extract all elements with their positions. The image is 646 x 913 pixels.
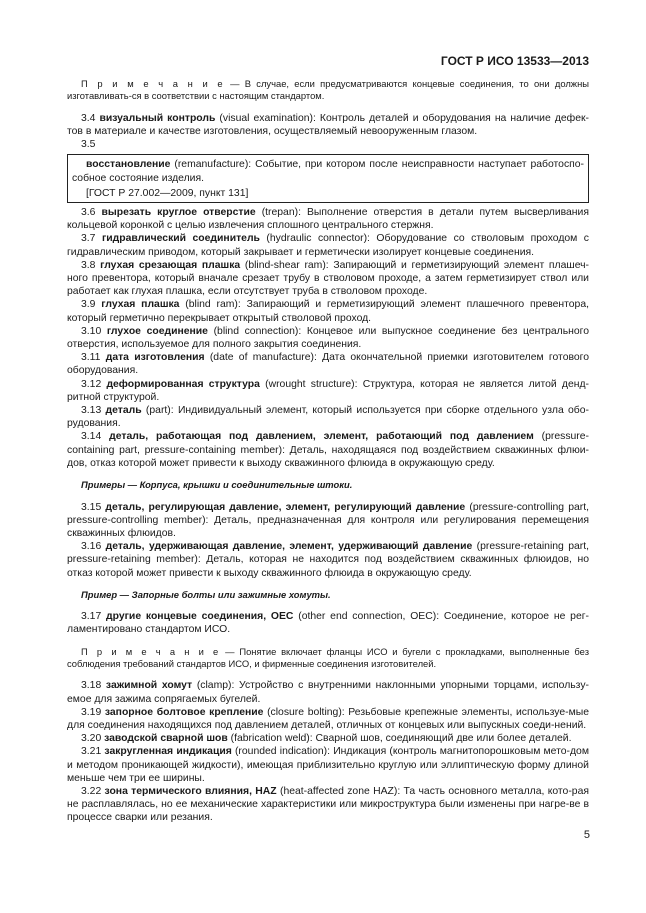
document-body	[67, 78, 589, 825]
term-number: 3.14	[81, 431, 110, 443]
example-text: Корпуса, крышки и соединительные штоки.	[137, 479, 353, 491]
term-3-20	[67, 732, 589, 745]
term-definition: (trepan): Выполнение отверстия в детали путем высверливания кольцевой коронкой с целью извлечения сплошного центрального стержня.	[67, 207, 589, 232]
term-number: 3.19	[81, 706, 105, 718]
term-number: 3.13	[81, 405, 106, 417]
term-3-16	[67, 540, 589, 580]
term-definition: (pressure-retaining part, pressure-retaining member): Деталь, которая не находится под воздействием скважинных флюидов, но отказ которой может привести к выходу скважинного флюида в окружающую среду.	[67, 541, 589, 579]
term-title: зажимной хомут	[105, 680, 193, 692]
term-number: 3.22	[81, 785, 105, 797]
term-definition: (blind-shear ram): Запирающий и герметизирующий элемент плашеч-ного превентора, который вначале срезает трубу в стволовом проходе, а затем герметизирует ствол или работает как глухая плашка, если отсутствует труба в стволовом проходе.	[67, 259, 589, 298]
term-title: глухая срезающая плашка	[100, 259, 241, 271]
term-3-14	[67, 430, 589, 470]
term-number: 3.18	[81, 680, 106, 692]
term-title: другие концевые соединения, OEC	[106, 611, 294, 623]
term-number: 3.4	[81, 112, 100, 124]
term-title: деталь	[105, 405, 142, 417]
term-number: 3.17	[81, 611, 107, 623]
term-title: визуальный контроль	[99, 112, 216, 124]
term-definition: (heat-affected zone HAZ): Та часть основного металла, кото-рая не расплавлялась, но ее механические характеристики или микроструктура были изменены при нагре-ве в процессе сварки или резания.	[67, 785, 589, 824]
term-definition: (blind connection): Концевое или выпускное соединение без центрального отверстия, используемое для полного закрытия соединения.	[67, 325, 589, 351]
document-header: ГОСТ Р ИСО 13533—2013	[440, 54, 589, 68]
term-title: запорное болтовое крепление	[104, 706, 264, 718]
term-definition: (rounded indication): Индикация (контроль магнитопорошковым мето-дом и методом проникающей жидкости), имеющая приблизительно круглую или эллиптическую форму длиной меньше чем три ее ширины.	[67, 746, 589, 784]
term-3-19	[67, 706, 589, 732]
term-title: глухое соединение	[106, 325, 208, 337]
term-definition: (pressure-containing part, pressure-containing member): Деталь, находящаяся под воздействием скважинных флюи-дов, отказ которой может привести к выходу скважинного флюида в окружающую среду.	[67, 431, 589, 469]
term-number: 3.16	[81, 541, 106, 553]
term-number: 3.8	[81, 259, 101, 271]
term-definition: (remanufacture): Событие, при котором после неисправности наступает работоспо-собное состояние изделия.	[72, 159, 584, 184]
note-paragraph	[67, 646, 589, 671]
term-title: закругленная индикация	[104, 746, 232, 758]
term-definition: (part): Индивидуальный элемент, который используется при сборке отдельного узла обо-рудования.	[67, 405, 589, 430]
note-text: — Понятие включает фланцы ИСО и бугели с прокладками, выполненные без соблюдения требований стандартов ИСО, и фирменные соединения изготовителей.	[67, 645, 589, 669]
term-number: 3.5	[81, 139, 96, 151]
term-title: вырезать круглое отверстие	[101, 207, 256, 219]
term-definition: (closure bolting): Резьбовые крепежные элементы, используе-мые для соединения находящихся под давлением деталей, отличных от концевых или выпускных соеди-нений.	[67, 706, 589, 731]
term-title: деталь, работающая под давлением, элемент, работающий под давлением	[109, 431, 534, 443]
term-title: деталь, удерживающая давление, элемент, удерживающий давление	[105, 541, 473, 553]
page-number: 5	[583, 829, 590, 841]
example-label: Пример —	[81, 588, 130, 600]
boxed-term	[72, 158, 584, 184]
term-3-9	[67, 298, 589, 324]
note-text: — В случае, если предусматриваются концевые соединения, то они должны изготавливать-ся в соответствии с настоящим стандартом.	[67, 78, 589, 102]
example-label: Примеры —	[81, 479, 138, 491]
quoted-definition-box	[67, 154, 589, 203]
term-3-7	[67, 232, 589, 258]
term-3-15	[67, 501, 589, 541]
note-label: П р и м е ч а н и е	[81, 645, 221, 657]
term-number: 3.15	[81, 501, 106, 513]
term-definition: (blind ram): Запирающий и герметизирующий элемент плашечного превентора, который герметично перекрывает открытый стволовой проход.	[67, 299, 589, 324]
term-3-21	[67, 745, 589, 785]
term-3-5	[67, 138, 589, 151]
term-3-4	[67, 112, 589, 138]
term-definition: (hydraulic connector): Оборудование со стволовым проходом с гидравлическим приводом, который закрывает и герметически изолирует концевые соединения.	[67, 233, 589, 258]
example-text: Запорные болты или зажимные хомуты.	[129, 588, 331, 600]
term-definition: (pressure-controlling part, pressure-controlling member): Деталь, предназначенная для контроля или регулирования перемещения скважинных флюидов.	[67, 501, 589, 539]
term-number: 3.9	[81, 299, 102, 311]
term-number: 3.12	[81, 378, 107, 390]
term-definition: (clamp): Устройство с внутренними наклонными упорными торцами, использу-емое для зажима сопрягаемых бугелей.	[67, 680, 589, 705]
term-definition: (other end connection, OEC): Соединение, которое не рег-ламентировано стандартом ИСО.	[67, 611, 589, 636]
term-definition: (date of manufacture): Дата окончательной приемки изготовителем готового оборудования.	[67, 352, 589, 377]
note-label: П р и м е ч а н и е	[81, 78, 225, 89]
term-number: 3.7	[81, 233, 102, 245]
term-definition: (fabrication weld): Сварной шов, соединяющий две или более деталей.	[227, 733, 572, 745]
term-title: деталь, регулирующая давление, элемент, регулирующий давление	[105, 501, 466, 513]
term-3-10	[67, 325, 589, 351]
term-number: 3.6	[81, 207, 102, 219]
term-3-12	[67, 378, 589, 404]
term-3-22	[67, 785, 589, 825]
example-paragraph	[67, 479, 589, 491]
term-title: гидравлический соединитель	[101, 233, 260, 245]
term-title: заводской сварной шов	[104, 733, 228, 745]
term-number: 3.11	[81, 352, 106, 364]
term-number: 3.21	[81, 746, 105, 758]
term-3-11	[67, 351, 589, 377]
term-title: зона термического влияния, HAZ	[104, 785, 277, 797]
term-title: глухая плашка	[101, 299, 180, 311]
term-title: восстановление	[86, 159, 171, 171]
term-number: 3.10	[81, 325, 107, 337]
term-title: деформированная структура	[106, 378, 260, 390]
term-3-8	[67, 259, 589, 299]
term-title: дата изготовления	[105, 352, 205, 364]
example-paragraph	[67, 589, 589, 601]
term-definition: (visual examination): Контроль деталей и оборудования на наличие дефек-тов в материале и качестве изготовления, осуществляемый невооруженным глазом.	[67, 112, 589, 138]
source-reference: [ГОСТ Р 27.002—2009, пункт 131]	[86, 187, 249, 199]
term-3-13	[67, 404, 589, 430]
term-3-17	[67, 610, 589, 636]
term-definition: (wrought structure): Структура, которая не является литой денд-ритной структурой.	[67, 378, 589, 403]
term-3-18	[67, 679, 589, 705]
note-paragraph	[67, 78, 589, 103]
term-number: 3.20	[81, 733, 105, 745]
term-3-6	[67, 206, 589, 232]
